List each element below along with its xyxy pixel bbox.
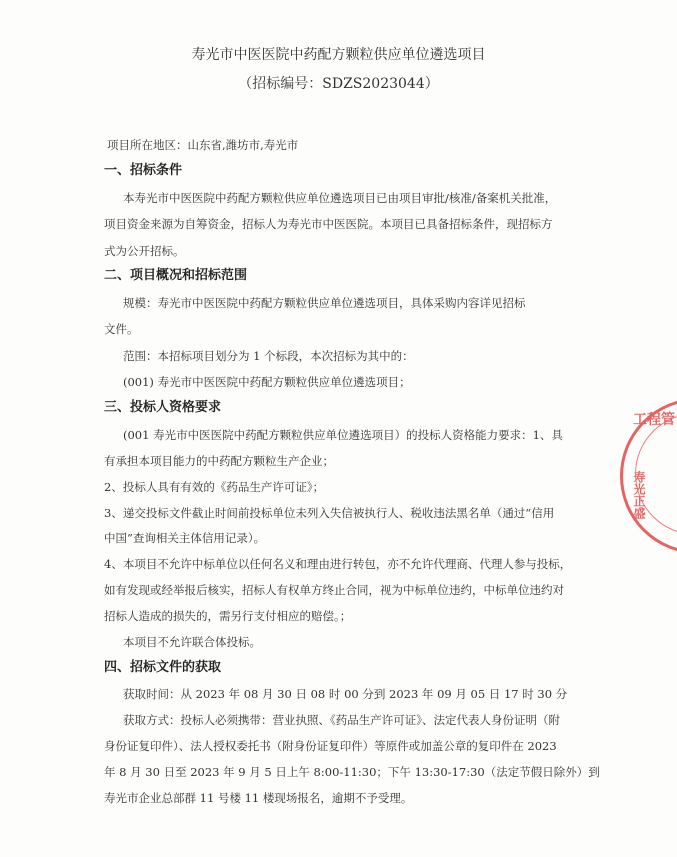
section-heading-4: 四、招标文件的获取	[104, 660, 222, 675]
paragraph-line: 获取时间：从 2023 年 08 月 30 日 08 时 00 分到 2023 年 09 月 05 日 17 时 30 分	[123, 687, 568, 701]
official-seal	[620, 398, 677, 554]
document-title: 寿光市中医医院中药配方颗粒供应单位遴选项目	[191, 47, 486, 63]
paragraph-line: (001) 寿光市中医医院中药配方颗粒供应单位遴选项目；	[123, 375, 411, 389]
section-heading-1: 一、招标条件	[104, 163, 183, 178]
paragraph-line: 中国”查询相关主体信用记录）。	[104, 531, 266, 545]
paragraph-line: 如有发现或经举报后核实，招标人有权单方终止合同，视为中标单位违约，中标单位违约对	[104, 583, 564, 597]
paragraph-line: 有承担本项目能力的中药配方颗粒生产企业；	[104, 454, 334, 468]
paragraph-line: 范围：本招标项目划分为 1 个标段，本次招标为其中的：	[123, 349, 414, 363]
paragraph-line: 本项目不允许联合体投标。	[123, 635, 261, 649]
paragraph-line: 寿光市企业总部群 11 号楼 11 楼现场报名，逾期不予受理。	[104, 791, 413, 805]
section-heading-3: 三、投标人资格要求	[104, 400, 222, 415]
paragraph-line: 3、递交投标文件截止时间前投标单位未列入失信被执行人、税收违法黑名单（通过“信用	[104, 506, 555, 520]
project-location: 项目所在地区：山东省,潍坊市,寿光市	[107, 138, 299, 152]
paragraph-line: (001 寿光市中医医院中药配方颗粒供应单位遴选项目）的投标人资格能力要求：1、具	[123, 428, 563, 442]
paragraph-line: 式为公开招标。	[104, 244, 185, 258]
tender-number: （招标编号：SDZS2023044）	[238, 76, 439, 92]
paragraph-line: 本寿光市中医医院中药配方颗粒供应单位遴选项目已由项目审批/核准/备案机关批准，	[123, 191, 557, 205]
paragraph-line: 年 8 月 30 日至 2023 年 9 月 5 日上午 8:00-11:30；下午 13:30-17:30（法定节假日除外）到	[104, 765, 600, 779]
paragraph-line: 招标人造成的损失的，需另行支付相应的赔偿。；	[104, 609, 352, 623]
section-heading-2: 二、项目概况和招标范围	[104, 268, 248, 283]
seal-side-text: 寿光正盛	[632, 471, 646, 519]
paragraph-line: 4、本项目不允许中标单位以任何名义和理由进行转包，亦不允许代理商、代理人参与投标，	[104, 557, 572, 571]
paragraph-line: 获取方式：投标人必须携带：营业执照、《药品生产许可证》、法定代表人身份证明（附	[123, 713, 560, 727]
paragraph-line: 规模：寿光市中医医院中药配方颗粒供应单位遴选项目，具体采购内容详见招标	[123, 296, 526, 310]
paragraph-line: 2、投标人具有有效的《药品生产许可证》；	[104, 480, 325, 494]
paragraph-line: 文件。	[104, 322, 139, 336]
paragraph-line: 身份证复印件）、法人授权委托书（附身份证复印件）等原件或加盖公章的复印件在 2023	[104, 739, 557, 753]
paragraph-line: 项目资金来源为自筹资金，招标人为寿光市中医医院。本项目已具备招标条件，现招标方	[104, 217, 553, 231]
seal-top-text: 工程管	[633, 412, 675, 428]
